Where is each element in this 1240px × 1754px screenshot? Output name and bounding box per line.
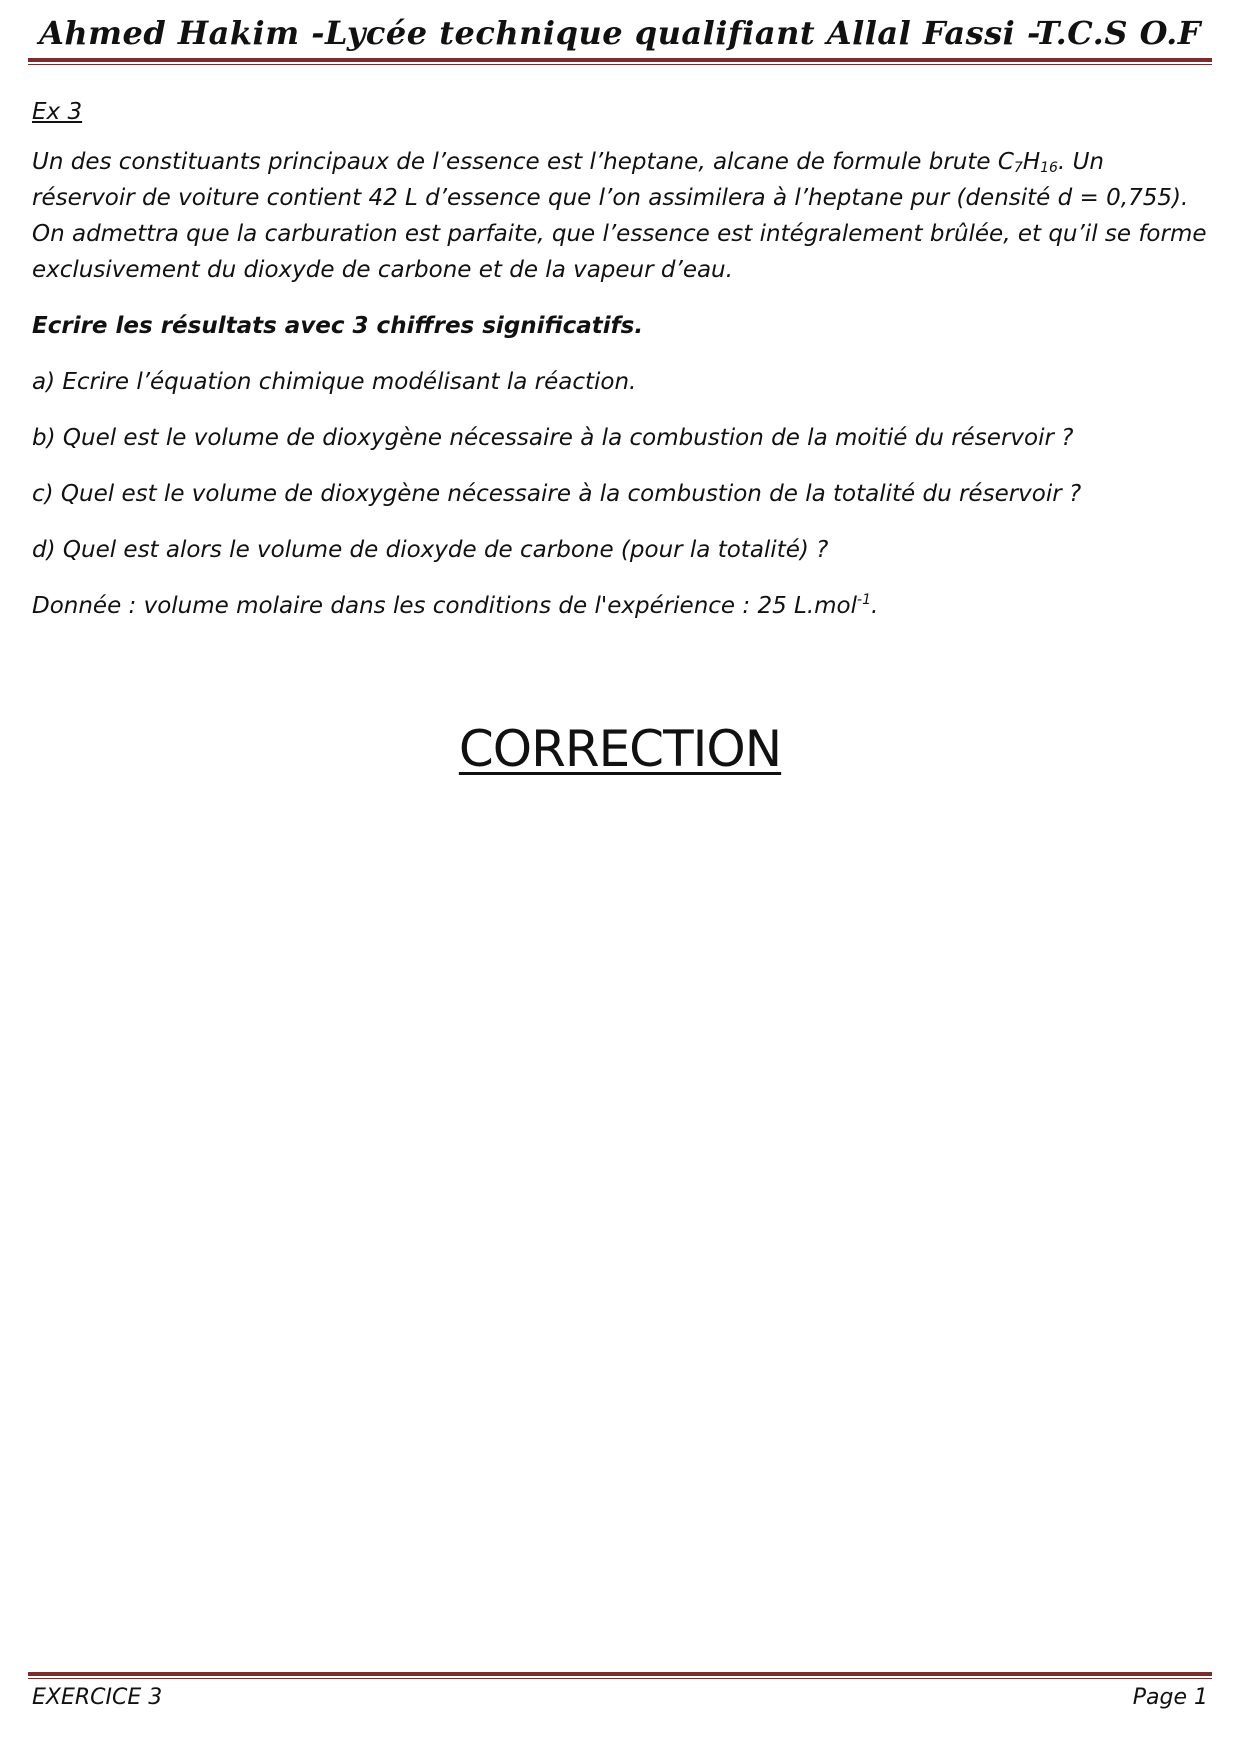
page-header-title: Ahmed Hakim -Lycée technique qualifiant Allal Fassi -T.C.S O.F (39, 14, 1201, 52)
exercise-intro (32, 144, 1212, 288)
question-a: a) Ecrire l’équation chimique modélisant la réaction. (32, 369, 637, 395)
header-rule (28, 58, 1212, 62)
footer-page-number: Page 1 (1132, 1685, 1208, 1710)
exercise-title: Ex 3 (32, 99, 83, 125)
correction-heading (0, 720, 1240, 778)
formula-h: H (1022, 149, 1041, 175)
data-note-text: Donnée : volume molaire dans les conditions de l'expérience : 25 L.mol (32, 593, 858, 619)
footer-rule-thin (28, 1678, 1212, 1679)
data-note (32, 588, 1212, 624)
question-c: c) Quel est le volume de dioxygène nécessaire à la combustion de la totalité du réservoir ? (32, 481, 1082, 507)
formula-subscript-h: 16 (1040, 160, 1058, 176)
instruction-text: Ecrire les résultats avec 3 chiffres significatifs. (32, 313, 644, 339)
question-d: d) Quel est alors le volume de dioxyde de carbone (pour la totalité) ? (32, 537, 829, 563)
formula-subscript-c: 7 (1013, 160, 1023, 176)
header-rule-thin (28, 64, 1212, 65)
footer-rule (28, 1672, 1212, 1676)
question-b: b) Quel est le volume de dioxygène nécessaire à la combustion de la moitié du réservoir ? (32, 425, 1074, 451)
footer-exercise-label: EXERCICE 3 (32, 1685, 163, 1710)
intro-text-2: . Un réservoir de voiture contient 42 L d’essence que l’on assimilera à l’heptane pur (densité d = 0,755). On admettra que la carburation est parfaite, que l’essence est intégralement brûlée, et qu’il se forme exclusivement du dioxyde de carbone et de la vapeur d’eau. (32, 149, 1207, 283)
intro-text-1: Un des constituants principaux de l’essence est l’heptane, alcane de formule brute C (32, 149, 1014, 175)
correction-title: CORRECTION (458, 720, 782, 778)
data-note-end: . (871, 593, 879, 619)
exercise-body (32, 94, 1212, 644)
data-note-exponent: -1 (857, 592, 871, 608)
